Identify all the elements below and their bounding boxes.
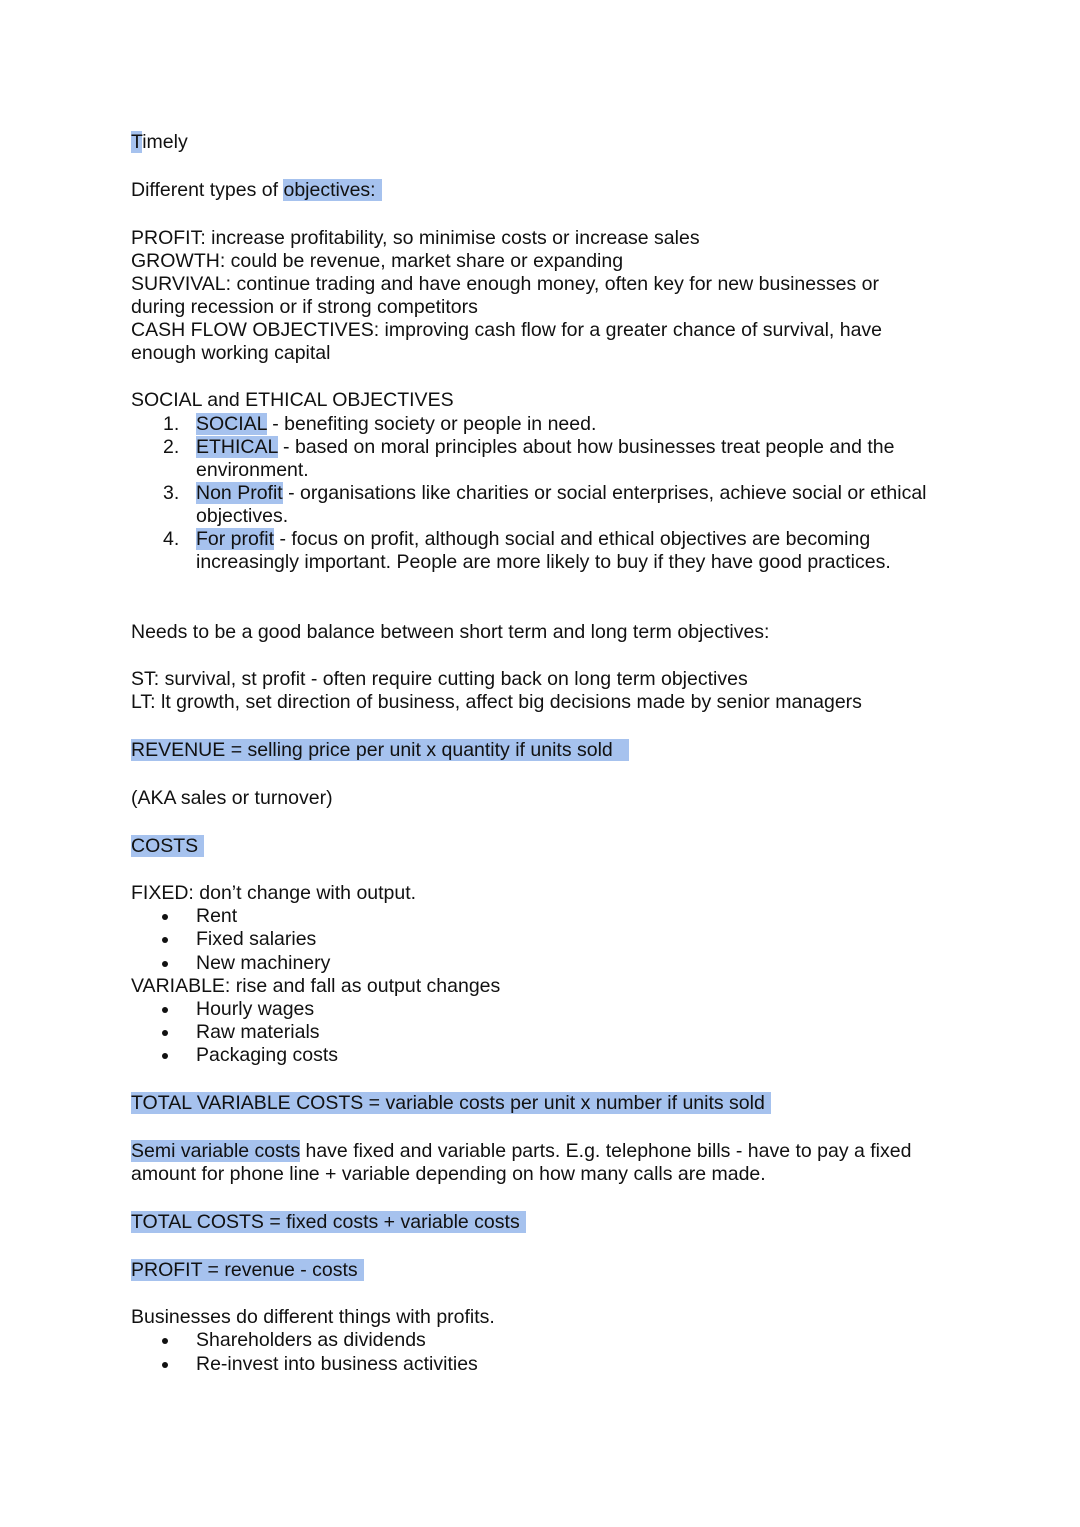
highlight: TOTAL VARIABLE COSTS = variable costs per unit x number if units sold: [131, 1092, 771, 1114]
profits-line: Businesses do different things with profits.: [131, 1306, 495, 1328]
semi-variable-line: Semi variable costs have fixed and variable parts. E.g. telephone bills - have to pay a fixed: [131, 1140, 912, 1162]
highlight: SOCIAL: [196, 413, 267, 435]
list-item: New machinery: [196, 952, 331, 974]
tvc-formula: [131, 1092, 771, 1115]
list-item: Packaging costs: [196, 1044, 338, 1066]
list-item: Hourly wages: [196, 998, 315, 1020]
types-heading: Different types of objectives:: [131, 179, 382, 202]
list-number: 4.: [163, 528, 180, 550]
list-item: ETHICAL - based on moral principles about how businesses treat people and the: [196, 436, 895, 458]
profit-formula: [131, 1259, 364, 1282]
fixed-costs-line: FIXED: don’t change with output.: [131, 882, 417, 904]
list-item: Non Profit - organisations like charities or social enterprises, achieve social or ethical: [196, 482, 927, 504]
bullet: [162, 1007, 168, 1013]
list-number: 2.: [163, 436, 180, 458]
long-term-line: LT: lt growth, set direction of business, affect big decisions made by senior managers: [131, 691, 862, 713]
list-item: Rent: [196, 905, 238, 927]
bullet: [162, 937, 168, 943]
list-item: Fixed salaries: [196, 928, 317, 950]
list-item: SOCIAL - benefiting society or people in need.: [196, 413, 597, 435]
highlight: PROFIT = revenue - costs: [131, 1259, 364, 1281]
highlight: ETHICAL: [196, 436, 278, 458]
highlight: COSTS: [131, 835, 204, 857]
list-number: 1.: [163, 413, 180, 435]
list-item: Shareholders as dividends: [196, 1329, 426, 1351]
bullet: [162, 1053, 168, 1059]
list-item-cont: increasingly important. People are more likely to buy if they have good practices.: [196, 551, 891, 573]
short-term-line: ST: survival, st profit - often require cutting back on long term objectives: [131, 668, 748, 690]
survival-objective-cont: during recession or if strong competitors: [131, 296, 478, 318]
bullet: [162, 1338, 168, 1344]
variable-costs-line: VARIABLE: rise and fall as output changes: [131, 975, 501, 997]
highlight: objectives:: [283, 179, 381, 201]
list-item: For profit - focus on profit, although social and ethical objectives are becoming: [196, 528, 871, 550]
semi-variable-line-cont: amount for phone line + variable depending on how many calls are made.: [131, 1163, 766, 1185]
bullet: [162, 961, 168, 967]
balance-line: Needs to be a good balance between short term and long term objectives:: [131, 621, 770, 643]
bullet: [162, 914, 168, 920]
profit-objective: PROFIT: increase profitability, so minimise costs or increase sales: [131, 227, 700, 249]
highlight: Semi variable costs: [131, 1140, 301, 1162]
revenue-formula: [131, 739, 629, 762]
aka-line: (AKA sales or turnover): [131, 787, 333, 809]
total-costs-formula: [131, 1211, 526, 1234]
list-item-cont: environment.: [196, 459, 309, 481]
cashflow-objective: CASH FLOW OBJECTIVES: improving cash flow for a greater chance of survival, have: [131, 319, 883, 341]
timely-line: Timely: [131, 131, 188, 153]
highlight: T: [131, 131, 143, 153]
highlight: Non Profit: [196, 482, 283, 504]
growth-objective: GROWTH: could be revenue, market share or expanding: [131, 250, 624, 272]
costs-heading: [131, 835, 204, 858]
list-item: Re-invest into business activities: [196, 1353, 478, 1375]
survival-objective: SURVIVAL: continue trading and have enough money, often key for new businesses or: [131, 273, 879, 295]
list-item-cont: objectives.: [196, 505, 289, 527]
list-number: 3.: [163, 482, 180, 504]
cashflow-objective-cont: enough working capital: [131, 342, 331, 364]
highlight: TOTAL COSTS = fixed costs + variable costs: [131, 1211, 526, 1233]
social-ethical-heading: SOCIAL and ETHICAL OBJECTIVES: [131, 389, 454, 411]
highlight: REVENUE = selling price per unit x quantity if units sold: [131, 739, 629, 761]
list-item: Raw materials: [196, 1021, 320, 1043]
bullet: [162, 1030, 168, 1036]
highlight: For profit: [196, 528, 275, 550]
bullet: [162, 1362, 168, 1368]
